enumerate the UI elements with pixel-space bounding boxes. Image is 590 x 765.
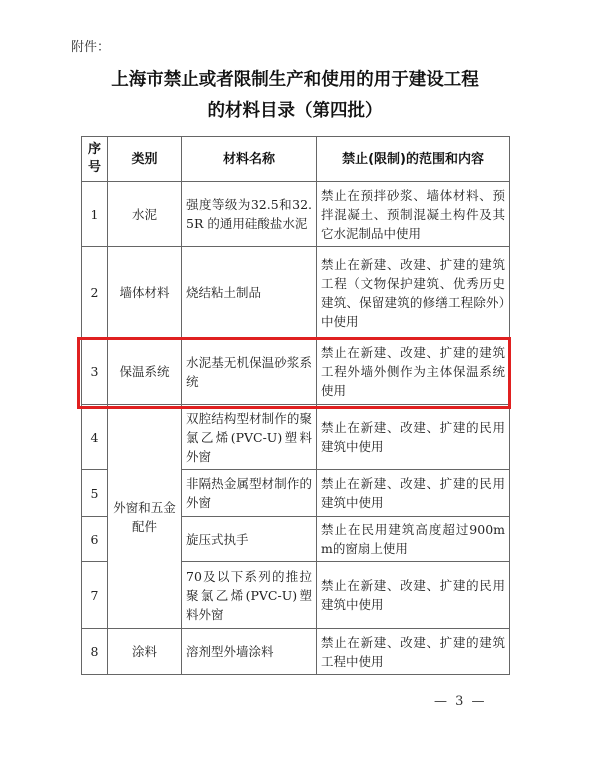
header-material: 材料名称 bbox=[182, 137, 317, 182]
table-row bbox=[82, 339, 510, 405]
document-title-line-1: 上海市禁止或者限制生产和使用的用于建设工程 bbox=[111, 70, 479, 90]
table-row bbox=[82, 405, 510, 470]
row-scope: 禁止在民用建筑高度超过900mm的窗扇上使用 bbox=[317, 517, 510, 562]
table-row bbox=[82, 629, 510, 675]
document-title-line-2: 的材料目录（第四批） bbox=[207, 101, 383, 121]
row-material: 非隔热金属型材制作的外窗 bbox=[182, 470, 317, 517]
row-no: 8 bbox=[82, 629, 108, 675]
table-row bbox=[82, 182, 510, 247]
header-scope: 禁止(限制)的范围和内容 bbox=[317, 137, 510, 182]
row-no: 1 bbox=[82, 182, 108, 247]
row-category: 保温系统 bbox=[108, 339, 182, 405]
header-no: 序号 bbox=[82, 137, 108, 182]
row-material: 烧结粘土制品 bbox=[182, 247, 317, 339]
row-material: 溶剂型外墙涂料 bbox=[182, 629, 317, 675]
row-scope: 禁止在新建、改建、扩建的建筑工程（文物保护建筑、优秀历史建筑、保留建筑的修缮工程除外）中使用 bbox=[317, 247, 510, 339]
attachment-label: 附件： bbox=[71, 40, 111, 55]
row-no: 3 bbox=[82, 339, 108, 405]
row-material: 强度等级为32.5和32.5R 的通用硅酸盐水泥 bbox=[182, 182, 317, 247]
table-header-row bbox=[82, 137, 510, 182]
row-material: 水泥基无机保温砂浆系统 bbox=[182, 339, 317, 405]
row-scope: 禁止在新建、改建、扩建的民用建筑中使用 bbox=[317, 470, 510, 517]
row-scope: 禁止在新建、改建、扩建的建筑工程外墙外侧作为主体保温系统使用 bbox=[317, 339, 510, 405]
row-category: 涂料 bbox=[108, 629, 182, 675]
row-scope: 禁止在新建、改建、扩建的民用建筑中使用 bbox=[317, 562, 510, 629]
row-scope: 禁止在预拌砂浆、墙体材料、预拌混凝土、预制混凝土构件及其它水泥制品中使用 bbox=[317, 182, 510, 247]
row-no: 2 bbox=[82, 247, 108, 339]
row-scope: 禁止在新建、改建、扩建的民用建筑中使用 bbox=[317, 405, 510, 470]
row-scope: 禁止在新建、改建、扩建的建筑工程中使用 bbox=[317, 629, 510, 675]
page-number: — 3 — bbox=[434, 694, 487, 709]
table-row bbox=[82, 247, 510, 339]
row-no: 4 bbox=[82, 405, 108, 470]
row-category: 墙体材料 bbox=[108, 247, 182, 339]
row-no: 7 bbox=[82, 562, 108, 629]
row-material: 双腔结构型材制作的聚氯乙烯(PVC-U)塑料外窗 bbox=[182, 405, 317, 470]
row-category: 水泥 bbox=[108, 182, 182, 247]
row-material: 70及以下系列的推拉聚氯乙烯(PVC-U)塑料外窗 bbox=[182, 562, 317, 629]
row-category: 外窗和五金配件 bbox=[108, 405, 182, 629]
materials-table bbox=[81, 136, 510, 675]
row-no: 6 bbox=[82, 517, 108, 562]
row-material: 旋压式执手 bbox=[182, 517, 317, 562]
header-category: 类别 bbox=[108, 137, 182, 182]
row-no: 5 bbox=[82, 470, 108, 517]
